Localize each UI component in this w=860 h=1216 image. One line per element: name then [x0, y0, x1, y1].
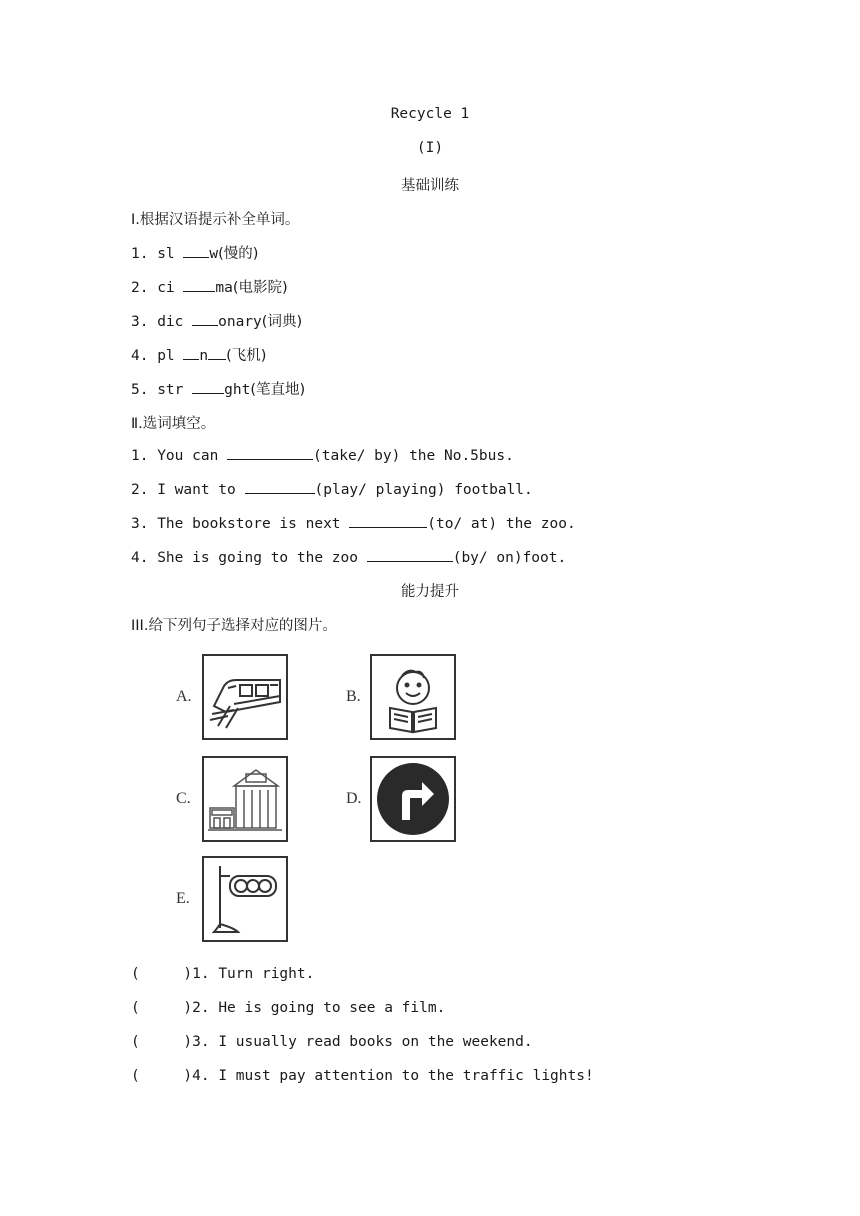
part1-item-3: 3. dic onary(词典) [131, 314, 303, 330]
traffic-light-icon [204, 858, 286, 940]
fill-blank[interactable] [245, 480, 315, 494]
question-4: ( )4. I must pay attention to the traffic lights! [131, 1068, 594, 1084]
part1-heading: Ⅰ.根据汉语提示补全单词。 [131, 212, 300, 228]
picture-label-a: A. [176, 688, 192, 705]
fill-blank[interactable] [183, 278, 215, 292]
answer-slot[interactable] [140, 1000, 184, 1016]
fill-blank[interactable] [192, 380, 224, 394]
page-title: Recycle 1 [390, 106, 470, 122]
picture-d[interactable] [370, 756, 456, 842]
train-icon [204, 656, 286, 738]
section-advanced-heading: 能力提升 [401, 584, 459, 600]
question-1: ( )1. Turn right. [131, 966, 315, 982]
turn-right-sign-icon [372, 758, 454, 840]
fill-blank[interactable] [227, 446, 313, 460]
picture-c[interactable] [202, 756, 288, 842]
part2-item-4: 4. She is going to the zoo (by/ on)foot. [131, 550, 567, 566]
part2-item-1: 1. You can (take/ by) the No.5bus. [131, 448, 514, 464]
part-label: (I) [416, 140, 444, 156]
picture-label-b: B. [346, 688, 361, 705]
cinema-building-icon [204, 758, 286, 840]
part1-item-2: 2. ci ma(电影院) [131, 280, 288, 296]
question-3: ( )3. I usually read books on the weekend. [131, 1034, 533, 1050]
picture-label-c: C. [176, 790, 191, 807]
fill-blank[interactable] [183, 346, 199, 360]
fill-blank[interactable] [349, 514, 427, 528]
answer-slot[interactable] [140, 966, 184, 982]
part2-item-3: 3. The bookstore is next (to/ at) the zoo. [131, 516, 576, 532]
part1-item-4: 4. pl n (飞机) [131, 348, 267, 364]
answer-slot[interactable] [140, 1068, 184, 1084]
part2-heading: Ⅱ.选词填空。 [131, 416, 216, 432]
answer-slot[interactable] [140, 1034, 184, 1050]
section-basic-heading: 基础训练 [401, 178, 459, 194]
boy-reading-icon [372, 656, 454, 738]
part3-heading: III.给下列句子选择对应的图片。 [131, 618, 337, 634]
picture-label-e: E. [176, 890, 190, 907]
fill-blank[interactable] [208, 346, 226, 360]
picture-a[interactable] [202, 654, 288, 740]
picture-e[interactable] [202, 856, 288, 942]
picture-b[interactable] [370, 654, 456, 740]
part1-item-1: 1. sl w(慢的) [131, 246, 259, 262]
part2-item-2: 2. I want to (play/ playing) football. [131, 482, 533, 498]
fill-blank[interactable] [192, 312, 218, 326]
fill-blank[interactable] [183, 244, 209, 258]
fill-blank[interactable] [367, 548, 453, 562]
picture-label-d: D. [346, 790, 362, 807]
question-2: ( )2. He is going to see a film. [131, 1000, 446, 1016]
part1-item-5: 5. str ght(笔直地) [131, 382, 306, 398]
